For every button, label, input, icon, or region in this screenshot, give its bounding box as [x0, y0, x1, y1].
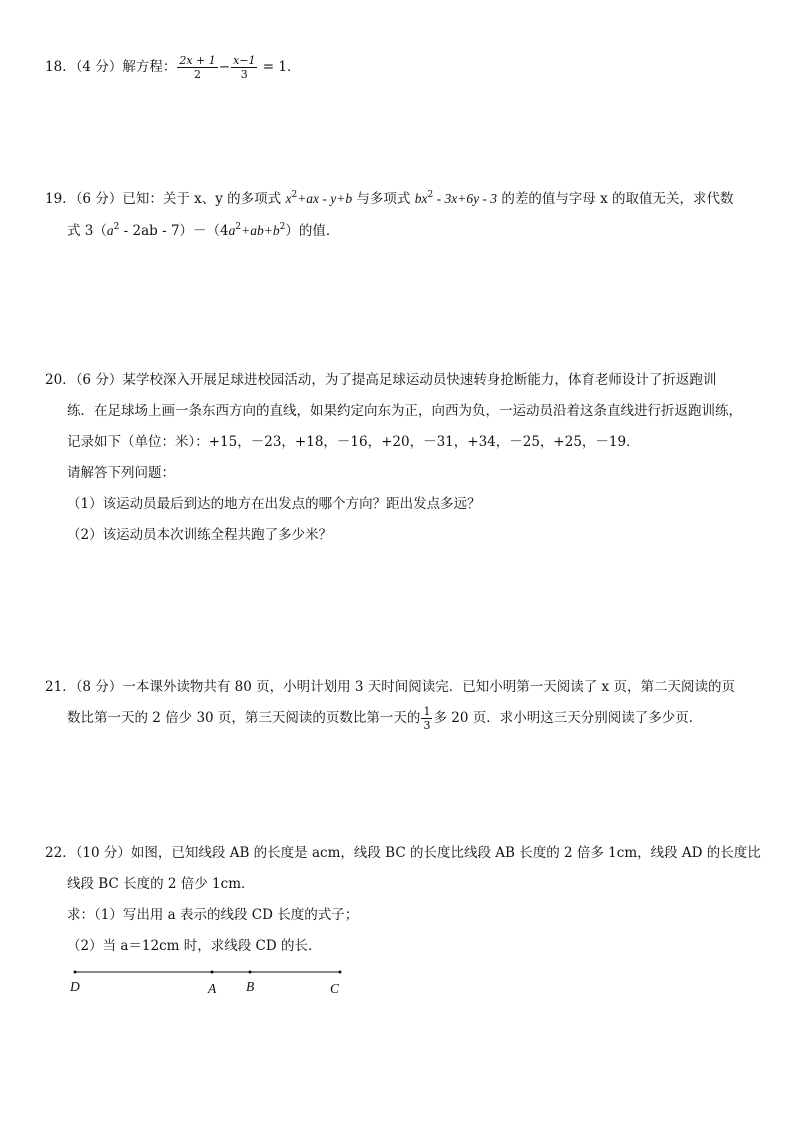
point-d-label: D: [70, 979, 80, 994]
q19-line-2: 式 $3(a^2 - 2ab - 7)-(4a^2+ab+b^2)$的值．: [67, 222, 340, 239]
q22-line-2: 线段 BC 长度的 2 倍少 1cm．: [67, 876, 255, 892]
segment-figure: [70, 962, 350, 1002]
q22-line-3: 求：（1）写出用 a 表示的线段 CD 长度的式子；: [67, 907, 359, 923]
q22-score: （10 分）: [75, 845, 131, 861]
q20-number: 20: [45, 372, 63, 388]
q20-line-4: 请解答下列问题：: [67, 465, 175, 481]
q18-rhs: = 1．: [258, 59, 301, 75]
point-a-label: A: [208, 981, 217, 996]
q18-lead: 解方程：: [122, 59, 177, 75]
point-d-dot: [74, 971, 77, 974]
question-18: [45, 52, 760, 83]
q22-line-4: （2）当 a＝12cm 时，求线段 CD 的长．: [67, 938, 322, 954]
q21-number: 21: [45, 679, 63, 695]
q18-line: 18．（4 分）解方程： $\frac{2x + 1}{2}$ − $\frac{x-1}{3}$ = 1．: [45, 54, 301, 81]
question-22: [45, 838, 760, 962]
q19-line-1: 19．（6 分）已知：关于 x、y 的多项式 $x^2+ax - y+b$ 与多项式 $bx^2 - 3x+6y - 3$ 的差的值与字母 x 的取值无关，求代数: [45, 190, 734, 207]
point-a-dot: [211, 971, 214, 974]
question-19: [45, 183, 760, 247]
q19-number: 19: [45, 191, 63, 207]
q20-line-2: 练．在足球场上画一条东西方向的直线，如果约定向东为正，向西为负，一运动员沿着这条直线进行折返跑训练，: [67, 403, 742, 419]
q22-line-1: 22．（10 分）如图，已知线段 AB 的长度是 acm，线段 BC 的长度比线段 AB 长度的 2 倍多 1cm，线段 AD 的长度比: [45, 845, 761, 861]
point-b-dot: [249, 971, 252, 974]
question-20: [45, 365, 760, 551]
q18-score: （4 分）: [75, 59, 123, 75]
q18-minus: −: [218, 59, 231, 75]
q20-line-3: 记录如下（单位：米）：+15，－23，+18，－16，+20，－31，+34，－25，+25，－19．: [67, 434, 640, 450]
q21-line-2: 数比第一天的 2 倍少 30 页，第三天阅读的页数比第一天的 $\frac{1}{3}$ 多 20 页．求小明这三天分别阅读了多少页．: [67, 705, 703, 732]
segment-line: [70, 962, 350, 982]
point-b-label: B: [246, 979, 255, 994]
q22-number: 22: [45, 845, 63, 861]
point-c-label: C: [330, 981, 340, 996]
q20-subquestion-2: （2）该运动员本次训练全程共跑了多少米？: [67, 527, 333, 543]
q20-line-1: 20．（6 分）某学校深入开展足球进校园活动，为了提高足球运动员快速转身抢断能力，体育老师设计了折返跑训: [45, 372, 717, 388]
q18-fraction-2: $\frac{x-1}{3}$: [233, 54, 256, 81]
q18-fraction-1: $\frac{2x + 1}{2}$: [179, 54, 216, 81]
q20-score: （6 分）: [75, 372, 123, 388]
q21-score: （8 分）: [75, 679, 123, 695]
q21-line-1: 21．（8 分）一本课外读物共有 80 页，小明计划用 3 天时间阅读完．已知小明第一天阅读了 x 页，第二天阅读的页: [45, 679, 735, 695]
q21-fraction: $\frac{1}{3}$: [423, 705, 431, 732]
question-21: [45, 672, 760, 734]
q18-number: 18: [45, 59, 63, 75]
point-c-dot: [339, 971, 342, 974]
q20-subquestion-1: （1）该运动员最后到达的地方在出发点的哪个方向？距出发点多远？: [67, 496, 481, 512]
q19-score: （6 分）: [75, 191, 123, 207]
